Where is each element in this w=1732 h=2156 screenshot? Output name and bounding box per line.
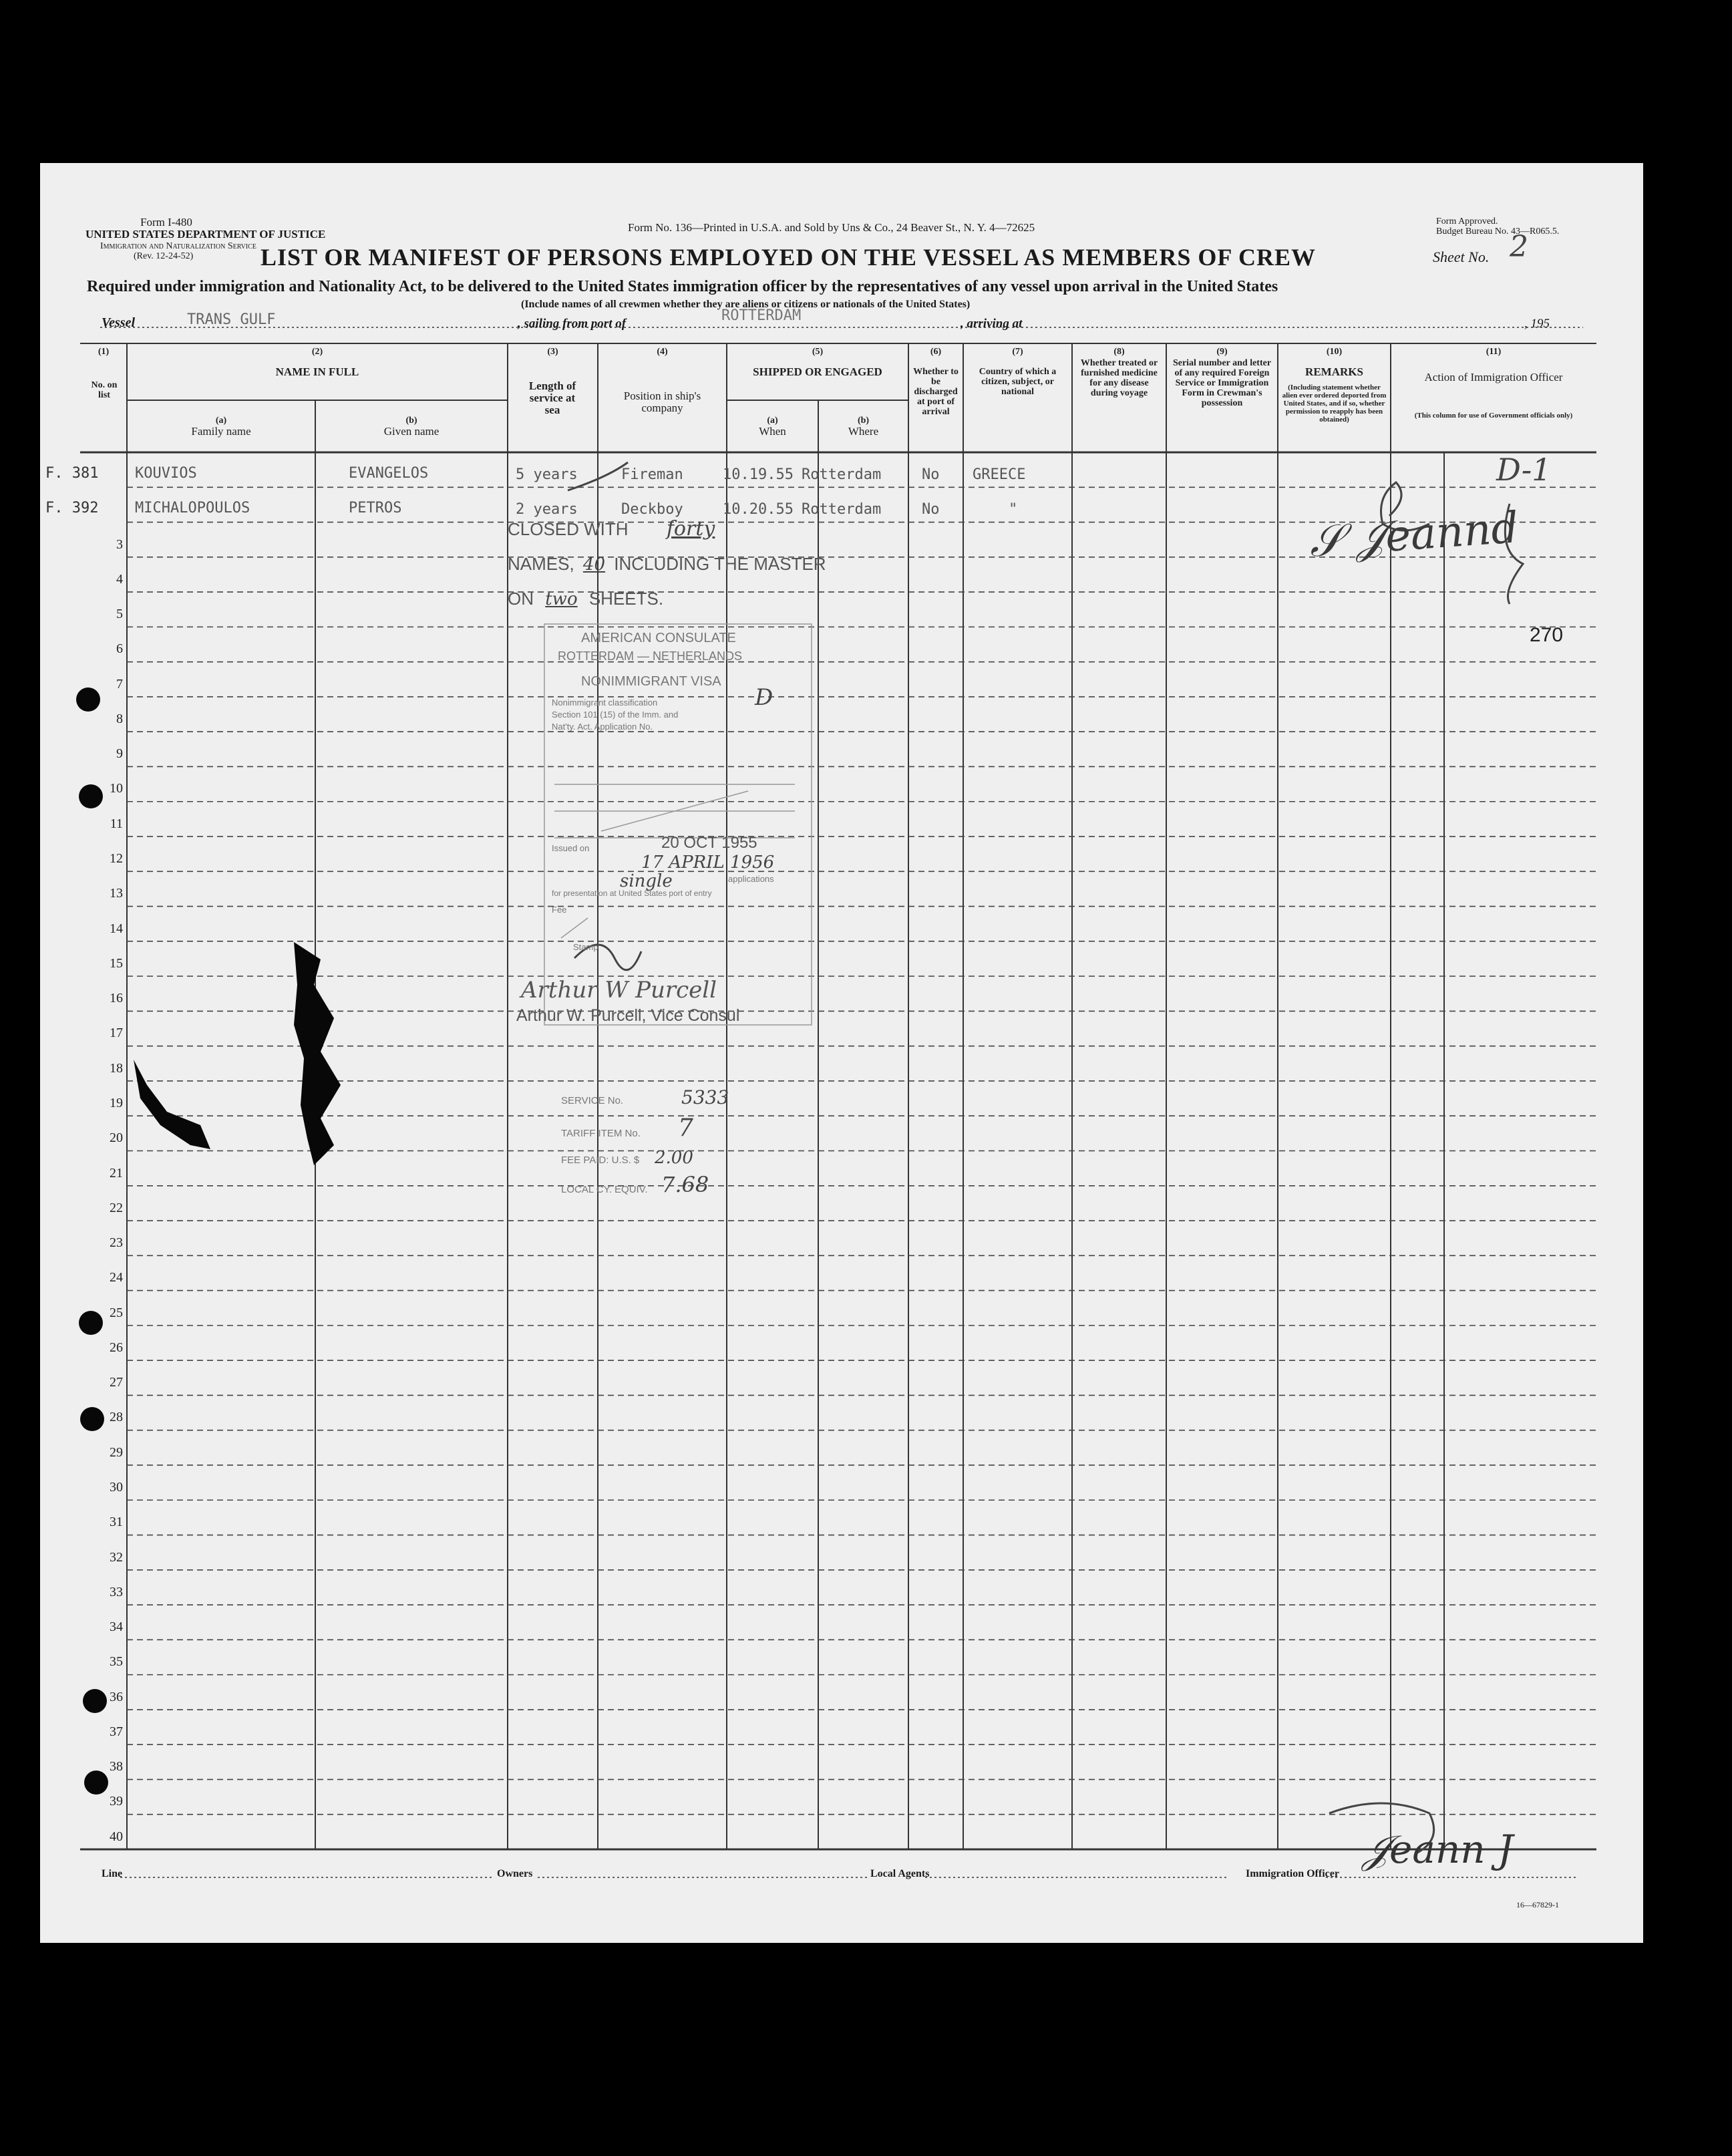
- crew-discharge: No: [922, 501, 940, 518]
- col-5a-header: When: [759, 425, 786, 438]
- row-number: 38: [110, 1759, 123, 1775]
- col-2b-header: Given name: [383, 425, 440, 438]
- row-number: 37: [110, 1724, 123, 1739]
- row-number: 10: [110, 781, 123, 796]
- sheet-number: 2: [1510, 230, 1528, 264]
- row-number: 5: [116, 607, 123, 622]
- col-2a-num: (a): [215, 416, 227, 426]
- footer-officer-label: Immigration Officer: [1246, 1868, 1339, 1879]
- year-label: , 195: [1524, 317, 1550, 331]
- fee-local-equiv: 7.68: [661, 1172, 709, 1197]
- col-5b-header: Where: [848, 425, 879, 438]
- visa-applications: single: [620, 871, 673, 891]
- crew-where: Rotterdam: [802, 501, 882, 518]
- sailing-label: , sailing from port of: [518, 317, 627, 331]
- col-1-num: (1): [98, 347, 110, 357]
- row-number: 36: [110, 1689, 123, 1704]
- row-number: 31: [110, 1515, 123, 1530]
- footer-owners-label: Owners: [497, 1868, 533, 1879]
- footer-agents-label: Local Agents: [870, 1868, 930, 1879]
- annotation-number: 270: [1530, 624, 1564, 646]
- row-number: 14: [110, 921, 123, 936]
- row-number: 19: [110, 1095, 123, 1110]
- fee-paid-amount: 2.00: [655, 1148, 693, 1168]
- col-7-num: (7): [1012, 347, 1023, 357]
- col-5a-num: (a): [767, 416, 778, 426]
- fee-service-number: 5333: [681, 1086, 729, 1108]
- row-number: 18: [110, 1060, 123, 1076]
- include-note: (Include names of all crewmen whether they are aliens or citizens or nationals of the United States): [521, 299, 971, 310]
- crew-when: 10.20.55: [723, 501, 794, 518]
- row-number: 29: [110, 1444, 123, 1460]
- printer-note: Form No. 136—Printed in U.S.A. and Sold by Uns & Co., 24 Beaver St., N. Y. 4—72625: [628, 221, 1035, 234]
- col-5b-num: (b): [857, 416, 870, 426]
- remarks-signature: 𝒮 𝒥eannd: [1307, 503, 1520, 567]
- sheet-label: Sheet No.: [1433, 249, 1490, 265]
- row-number: 33: [110, 1584, 123, 1599]
- row-number: 16: [110, 991, 123, 1006]
- col-9-header: Serial number and letter of any required Foreign Service or Immigration Form in Crewman's possession: [1172, 358, 1272, 408]
- crew-service: 2 years: [516, 501, 578, 518]
- fee-tariff-item: 7: [678, 1114, 693, 1142]
- col-1-header: No. on list: [91, 380, 118, 400]
- row-number: 25: [110, 1305, 123, 1320]
- crew-when: 10.19.55: [723, 466, 794, 483]
- vessel-label: Vessel: [102, 315, 135, 330]
- crew-family-name: KOUVIOS: [135, 465, 197, 482]
- row-number: 34: [110, 1620, 123, 1635]
- fee-tariff-label: TARIFF ITEM No.: [561, 1128, 641, 1139]
- crew-family-name: MICHALOPOULOS: [135, 500, 250, 516]
- visa-stamp-label: Stamp: [573, 942, 598, 952]
- visa-consulate: AMERICAN CONSULATE: [581, 631, 736, 645]
- col-4-num: (4): [657, 347, 668, 357]
- row-number: 12: [110, 851, 123, 867]
- visa-fee-label: Fee: [552, 905, 567, 915]
- fee-paid-label: FEE PAID: U.S. $: [561, 1154, 640, 1166]
- department-name: UNITED STATES DEPARTMENT OF JUSTICE: [85, 228, 326, 241]
- col-10-num: (10): [1326, 347, 1343, 357]
- names-label: NAMES,: [508, 554, 574, 574]
- col-8-num: (8): [1113, 347, 1125, 357]
- crew-given-name: PETROS: [349, 500, 402, 516]
- row-number: 4: [116, 571, 123, 587]
- row-number: 6: [116, 641, 123, 657]
- row-number: 26: [110, 1340, 123, 1355]
- row-number: 35: [110, 1654, 123, 1670]
- col-2-num: (2): [311, 347, 323, 357]
- col-2-header: NAME IN FULL: [275, 365, 359, 378]
- closing-count-words: forty: [666, 517, 715, 541]
- col-2a-header: Family name: [191, 425, 251, 438]
- visa-applications-label: applications: [728, 874, 774, 884]
- service-name: Immigration and Naturalization Service: [100, 241, 256, 251]
- crew-country: ": [1009, 501, 1018, 518]
- visa-issued-date: 20 OCT 1955: [661, 834, 757, 852]
- crew-given-name: EVANGELOS: [349, 465, 429, 482]
- including-master-label: INCLUDING THE MASTER: [614, 554, 826, 574]
- col-2b-num: (b): [405, 416, 417, 426]
- col-11-header: Action of Immigration Officer: [1424, 371, 1563, 383]
- row-number: 7: [116, 676, 123, 691]
- visa-type: NONIMMIGRANT VISA: [581, 674, 721, 689]
- row-number: 22: [110, 1200, 123, 1215]
- officer-signature: 𝒥eann J: [1363, 1827, 1514, 1872]
- col-10-header: REMARKS: [1305, 365, 1363, 378]
- closing-stamp-line2: [508, 554, 826, 575]
- closing-stamp-line1: [508, 517, 715, 541]
- visa-valid-until: 17 APRIL 1956: [641, 853, 775, 873]
- budget-number: Budget Bureau No. 43—R065.5.: [1436, 226, 1560, 237]
- col-6-header: Whether to be discharged at port of arrival: [913, 367, 959, 417]
- form-number: Form I-480: [140, 216, 192, 228]
- visa-classification-label: Nonimmigrant classification: [552, 698, 658, 708]
- fee-local-label: LOCAL CY. EQUIV.: [561, 1184, 648, 1195]
- footer-code: 16—67829-1: [1516, 1900, 1559, 1909]
- sheets-label: SHEETS.: [588, 589, 664, 609]
- form-approval: Form Approved.: [1436, 216, 1498, 226]
- visa-issued-label: Issued on: [552, 843, 590, 853]
- vessel-name: TRANS GULF: [187, 311, 276, 328]
- row-number: 13: [110, 886, 123, 901]
- row-number: 17: [110, 1026, 123, 1041]
- visa-officer: Arthur W. Purcell, Vice Consul: [516, 1006, 740, 1025]
- row-number: 24: [110, 1270, 123, 1285]
- closing-label: CLOSED WITH: [508, 519, 629, 539]
- crew-service: 5 years: [516, 466, 578, 483]
- row-number: 30: [110, 1479, 123, 1495]
- col-9-num: (9): [1216, 347, 1228, 357]
- consul-signature: Arthur W Purcell: [521, 977, 717, 1004]
- form-subtitle: Required under immigration and Nationality Act, to be delivered to the United States immigration officer by the representatives of any vessel upon arrival in the United States: [87, 278, 1278, 295]
- crew-action: D-1: [1496, 452, 1552, 488]
- col-11-num: (11): [1486, 347, 1502, 357]
- col-10-note: (Including statement whether alien ever ordered deported from United States, and if so, whether permission to reapply has been obtained): [1282, 383, 1387, 424]
- closing-stamp-line3: [508, 589, 663, 609]
- row-number: 15: [110, 955, 123, 971]
- col-5-num: (5): [812, 347, 824, 357]
- arriving-label: , arriving at: [961, 317, 1023, 331]
- fee-service-label: SERVICE No.: [561, 1095, 624, 1106]
- row-number: 3: [116, 536, 123, 552]
- crew-position: Deckboy: [621, 501, 683, 518]
- col-3-header: Length of service at sea: [528, 379, 576, 416]
- crew-ref: F. 381: [45, 465, 99, 482]
- row-number: 39: [110, 1794, 123, 1809]
- row-number: 27: [110, 1375, 123, 1390]
- manifest-sheet: [40, 163, 1643, 1943]
- visa-class: D: [755, 684, 773, 711]
- visa-city: ROTTERDAM — NETHERLANDS: [558, 649, 743, 663]
- row-number: 9: [116, 746, 123, 762]
- row-number: 40: [110, 1829, 123, 1844]
- col-8-header: Whether treated or furnished medicine for any disease during voyage: [1080, 358, 1158, 398]
- row-number: 8: [116, 711, 123, 726]
- crew-where: Rotterdam: [802, 466, 882, 483]
- col-7-header: Country of which a citizen, subject, or national: [979, 367, 1057, 397]
- row-number: 32: [110, 1549, 123, 1565]
- visa-presentation-note: for presentation at United States port of entry: [552, 889, 712, 898]
- col-4-header: Position in ship's company: [623, 390, 701, 414]
- crew-position: Fireman: [621, 466, 683, 483]
- on-label: ON: [508, 589, 534, 609]
- row-number: 20: [110, 1130, 123, 1146]
- visa-application-label: Nat'ty. Act. Application No.: [552, 722, 653, 732]
- crew-ref: F. 392: [45, 500, 99, 516]
- crew-discharge: No: [922, 466, 940, 483]
- col-11-note: (This column for use of Government officials only): [1414, 412, 1573, 420]
- closing-sheets: two: [545, 589, 578, 609]
- row-number: 23: [110, 1235, 123, 1251]
- row-number: 11: [110, 816, 123, 831]
- visa-section: Section 101 (15) of the Imm. and: [552, 710, 679, 720]
- col-6-num: (6): [930, 347, 942, 357]
- footer-line-label: Line: [102, 1868, 123, 1879]
- row-number: 28: [110, 1410, 123, 1425]
- closing-count: 40: [582, 555, 606, 575]
- revision-date: (Rev. 12-24-52): [134, 251, 194, 261]
- crew-country: GREECE: [973, 466, 1026, 483]
- port-of-departure: ROTTERDAM: [721, 307, 802, 324]
- row-number: 21: [110, 1165, 123, 1181]
- form-title: LIST OR MANIFEST OF PERSONS EMPLOYED ON THE VESSEL AS MEMBERS OF CREW: [261, 244, 1316, 271]
- col-5-header: SHIPPED OR ENGAGED: [753, 365, 882, 378]
- col-3-num: (3): [547, 347, 558, 357]
